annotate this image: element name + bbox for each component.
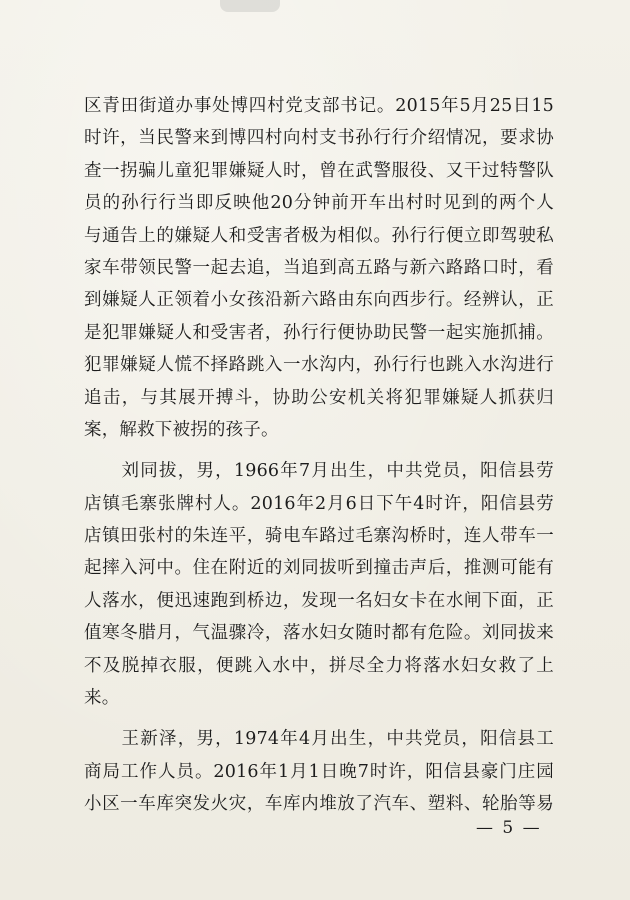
text-line: 员的孙行行当即反映他20分钟前开车出村时见到的两个人 <box>84 193 554 214</box>
text-line: 店镇田张村的朱连平，骑电车路过毛寨沟桥时，连人带车一 <box>84 526 554 547</box>
paragraph-start-line: 刘同拔，男，1966年7月出生，中共党员，阳信县劳 <box>84 461 554 482</box>
text-line: 查一拐骗儿童犯罪嫌疑人时，曾在武警服役、又干过特警队 <box>84 160 554 181</box>
text-line: 案，解救下被拐的孩子。 <box>84 419 279 440</box>
text-line: 与通告上的嫌疑人和受害者极为相似。孙行行便立即驾驶私 <box>84 225 554 246</box>
text-line: 区青田街道办事处博四村党支部书记。2015年5月25日15 <box>84 96 554 116</box>
text-line: 追击，与其展开搏斗，协助公安机关将犯罪嫌疑人抓获归 <box>84 387 554 408</box>
text-line: 家车带领民警一起去追，当追到高五路与新六路路口时，看 <box>84 257 554 278</box>
text-line: 商局工作人员。2016年1月1日晚7时许，阳信县豪门庄园 <box>84 761 554 782</box>
text-line: 到嫌疑人正领着小女孩沿新六路由东向西步行。经辨认，正 <box>84 290 554 311</box>
text-line: 店镇毛寨张牌村人。2016年2月6日下午4时许，阳信县劳 <box>84 493 554 514</box>
paragraph-start-line: 王新泽，男，1974年4月出生，中共党员，阳信县工 <box>84 729 554 750</box>
text-line: 人落水，便迅速跑到桥边，发现一名妇女卡在水闸下面，正 <box>84 590 554 611</box>
text-line: 不及脱掉衣服，便跳入水中，拼尽全力将落水妇女救了上 <box>84 655 554 676</box>
text-line: 是犯罪嫌疑人和受害者，孙行行便协助民警一起实施抓捕。 <box>84 322 554 343</box>
text-line: 值寒冬腊月，气温骤冷，落水妇女随时都有危险。刘同拔来 <box>84 623 554 644</box>
text-line: 来。 <box>84 688 120 709</box>
scan-smudge <box>220 0 280 12</box>
body-text <box>84 90 554 821</box>
text-line: 时许，当民警来到博四村向村支书孙行行介绍情况，要求协 <box>84 128 554 149</box>
text-line: 小区一车库突发火灾，车库内堆放了汽车、塑料、轮胎等易 <box>84 794 554 815</box>
page-number: — 5 — <box>476 818 542 838</box>
text-line: 犯罪嫌疑人慌不择路跳入一水沟内，孙行行也跳入水沟进行 <box>84 355 554 376</box>
text-line: 起摔入河中。住在附近的刘同拔听到撞击声后，推测可能有 <box>84 558 554 579</box>
